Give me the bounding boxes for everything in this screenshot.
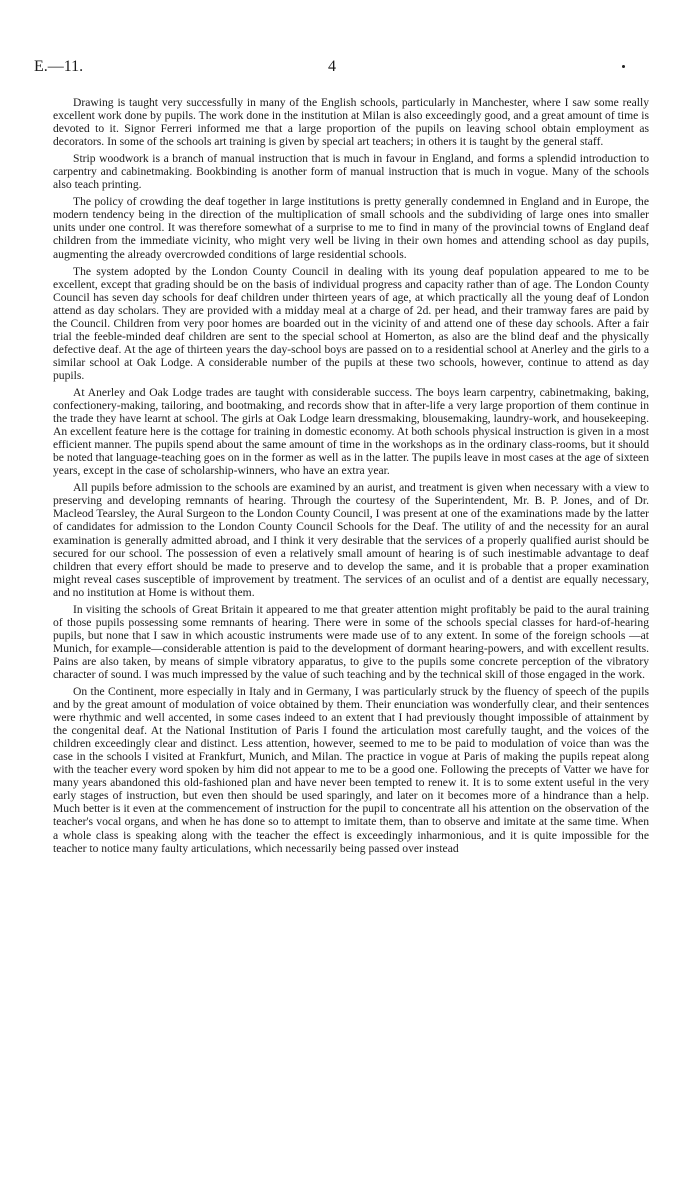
paragraph-trades: At Anerley and Oak Lodge trades are taught with considerable success. The boys learn carpentry, cabinetmaking, baking, confectionery-making, tailoring, and bootmaking, and records show that in after-life a very large proportion of them continue in the trade they have learnt at school. The girls at Oak Lodge learn dressmaking, blousemaking, laundry-work, and housekeeping. An excellent feature here is the cottage for training in domestic economy. At both schools physical instruction is given in a most efficient manner. The pupils spend about the same amount of time in the workshops as in the ordinary class-rooms, but it should be noted that language-teaching goes on in the former as well as in the latter. The pupils leave in most cases at the age of sixteen years, except in the case of scholarship-winners, who have an extra year. [53,385,649,478]
paragraph-aural-training: In visiting the schools of Great Britain it appeared to me that greater attention might profitably be paid to the aural training of those pupils possessing some remnants of hearing. There were in some of the schools special classes for hard-of-hearing pupils, but none that I saw in which acoustic instruments were made use of to any extent. In some of the foreign schools —at Munich, for example—considerable attention is paid to the development of dormant hearing-powers, and with excellent results. Pains are also taken, by means of simple vibratory apparatus, to give to the pupils some concrete perception of the vibratory character of sound. I was much impressed by the value of such teaching and by the technical skill of those engaged in the work. [53,602,649,681]
paragraph-continent-speech: On the Continent, more especially in Italy and in Germany, I was particularly struck by the fluency of speech of the pupils and by the great amount of modulation of voice obtained by them. Their enunciation was wonderfully clear, and their sentences were rhythmic and well accented, in some cases indeed to an extent that I had previously thought impossible of attainment by the congenital deaf. At the National Institution of Paris I found the articulation most carefully taught, and the voices of the children exceedingly clear and distinct. Less attention, however, seemed to me to be paid to modulation of voice than was the case in the schools I visited at Frankfurt, Munich, and Milan. The practice in vogue at Paris of making the pupils repeat along with the teacher every word spoken by him did not appear to me to be a good one. Following the precepts of Vatter we have for many years abandoned this old-fashioned plan and have never been tempted to renew it. It is to some extent useful in the very early stages of instruction, but even then should be used sparingly, and later on it becomes more of a hindrance than a help. Much better is it even at the commencement of instruction for the pupil to concentrate all his attention on the observation of the teacher's vocal organs, and when he has done so to attempt to imitate them, than to observe and imitate at the same time. When a whole class is speaking along with the teacher the effect is exceedingly inharmonious, and it is quite impossible for the teacher to notice many faulty articulations, which necessarily being passed over instead [53,685,649,855]
page-number: 4 [328,58,336,75]
paragraph-london-system: The system adopted by the London County Council in dealing with its young deaf population appeared to me to be excellent, except that grading should be on the basis of individual progress and capacity rather than of age. The London County Council has seven day schools for deaf children under thirteen years of age, at which practically all the young deaf of London attend as day scholars. They are provided with a midday meal at a charge of 2d. per head, and their tramway fares are paid by the Council. Children from very poor homes are boarded out in the vicinity of and attend one of these day schools. After a fair trial the feeble-minded deaf children are sent to the special school at Homerton, as also are the blind deaf and the physically defective deaf. At the age of thirteen years the day-school boys are passed on to a residential school at Anerley and the girls to a similar school at Oak Lodge. A considerable number of the pupils at these two schools, however, continue to attend as day pupils. [53,264,649,382]
margin-mark [622,65,625,68]
paragraph-institution-policy: The policy of crowding the deaf together in large institutions is pretty generally condemned in England and in Europe, the modern tendency being in the direction of the multiplication of small schools and the subdividing of large ones into smaller units under one control. It was therefore somewhat of a surprise to me to find in many of the provincial towns of England deaf children from the immediate vicinity, who might very well be living in their own homes and attending school as day pupils, augmenting the already overcrowded conditions of large residential schools. [53,195,649,261]
page-header [34,58,630,82]
paragraph-aural-examination: All pupils before admission to the schools are examined by an aurist, and treatment is given when necessary with a view to preserving and developing remnants of hearing. Through the courtesy of the Superintendent, Mr. B. P. Jones, and of Dr. Macleod Tearsley, the Aural Surgeon to the London County Council, I was present at one of the examinations made by the latter of candidates for admission to the London County Council Schools for the Deaf. The utility of and the necessity for an aural examination is generally admitted abroad, and I think it very desirable that the services of a properly qualified aurist should be secured for our school. The possession of even a relatively small amount of hearing is of such inestimable advantage to deaf children that every effort should be made to preserve and to develop the same, and it is probable that a proper examination might reveal cases susceptible of improvement by treatment. The services of an oculist and of a dentist are equally necessary, and no institution at Home is without them. [53,481,649,599]
document-body [53,96,649,859]
document-reference: E.—11. [34,58,84,75]
paragraph-drawing: Drawing is taught very successfully in many of the English schools, particularly in Manchester, where I saw some really excellent work done by pupils. The work done in the institution at Milan is also exceedingly good, and a great amount of time is devoted to it. Signor Ferreri informed me that a large proportion of the pupils on leaving school obtain employment as decorators. In some of the schools art training is given by special art teachers; in others it is taught by the general staff. [53,96,649,149]
paragraph-woodwork: Strip woodwork is a branch of manual instruction that is much in favour in England, and forms a splendid introduction to carpentry and cabinetmaking. Bookbinding is another form of manual instruction that is much in vogue. Many of the schools also teach printing. [53,152,649,192]
